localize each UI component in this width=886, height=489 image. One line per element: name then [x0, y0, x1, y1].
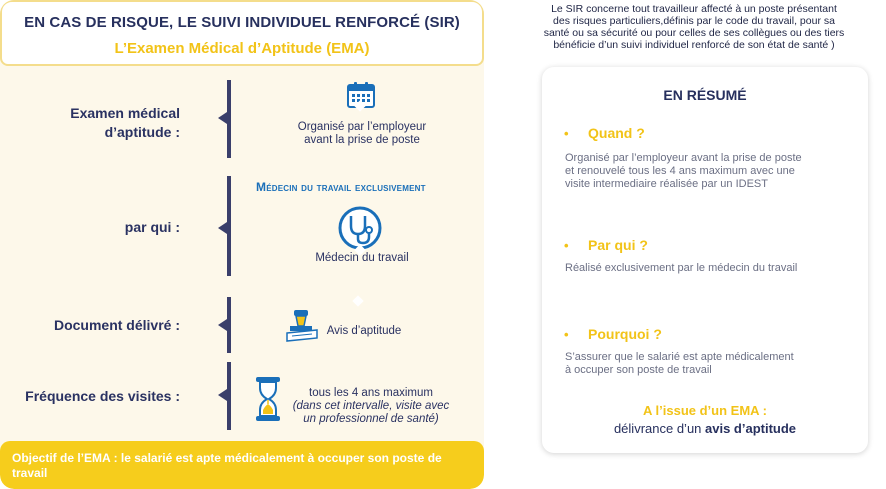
- summary-title: EN RÉSUMÉ: [663, 87, 747, 103]
- row-label-document: Document délivré :: [53, 317, 180, 333]
- row-text-par-qui: Médecin du travail: [315, 252, 409, 264]
- row-divider: [227, 362, 231, 430]
- highlight-medecin: Médecin du travail exclusivement: [256, 180, 426, 194]
- sir-definition-note: Le SIR concerne tout travailleur affecté à un poste présentant des risques particuliers,définis par le code du travail, pour sa santé ou sa sécurité ou pour celles de ses collègues ou des tiers bénéficie d’un suivi individuel renforcé de son état de santé ): [543, 3, 845, 51]
- panel-header: [0, 0, 484, 66]
- row-arrow: [218, 319, 227, 331]
- summary-text-par-qui: Réalisé exclusivement par le médecin du travail: [565, 262, 798, 274]
- bullet-icon: •: [564, 327, 569, 342]
- panel-title: EN CAS DE RISQUE, LE SUIVI INDIVIDUEL RENFORCÉ (SIR): [24, 14, 460, 31]
- outcome-title: A l’issue d’un EMA :: [643, 403, 767, 418]
- panel-subtitle: L’Examen Médical d’Aptitude (EMA): [114, 40, 370, 57]
- row-arrow: [218, 112, 227, 124]
- row-label-frequence: Fréquence des visites :: [25, 388, 180, 404]
- row-text-document: Avis d’aptitude: [326, 325, 402, 337]
- summary-text-quand: Organisé par l’employeur avant la prise de poste et renouvelé tous les 4 ans maximum avec une visite intermediaire réalisée par un IDEST: [565, 152, 802, 190]
- row-label-par-qui: par qui :: [124, 219, 180, 235]
- objective-banner: [0, 441, 484, 489]
- objective-text: Objectif de l’EMA : le salarié est apte médicalement à occuper son poste de travail: [12, 451, 442, 480]
- bullet-icon: •: [564, 126, 569, 141]
- summary-text-pourquoi: S’assurer que le salarié est apte médicalement à occuper son poste de travail: [565, 351, 794, 376]
- bullet-icon: •: [564, 238, 569, 253]
- row-text-examen: Organisé par l’employeur avant la prise de poste: [297, 121, 427, 146]
- summary-heading-pourquoi: Pourquoi ?: [588, 326, 662, 342]
- summary-heading-par-qui: Par qui ?: [588, 237, 648, 253]
- summary-heading-quand: Quand ?: [588, 125, 645, 141]
- stethoscope-icon: [338, 206, 384, 250]
- row-divider: [227, 297, 231, 353]
- row-divider: [227, 176, 231, 276]
- row-text-frequence: tous les 4 ans maximum (dans cet intervalle, visite avec un professionnel de santé): [292, 387, 450, 425]
- row-label-examen: Examen médical d’aptitude :: [70, 105, 180, 140]
- row-arrow: [218, 389, 227, 401]
- connector-diamond: [352, 295, 363, 306]
- row-divider: [227, 80, 231, 158]
- outcome-text: délivrance d’un avis d’aptitude: [613, 421, 797, 436]
- stamp-icon: [284, 308, 320, 344]
- summary-card: [542, 67, 868, 453]
- row-arrow: [218, 222, 227, 234]
